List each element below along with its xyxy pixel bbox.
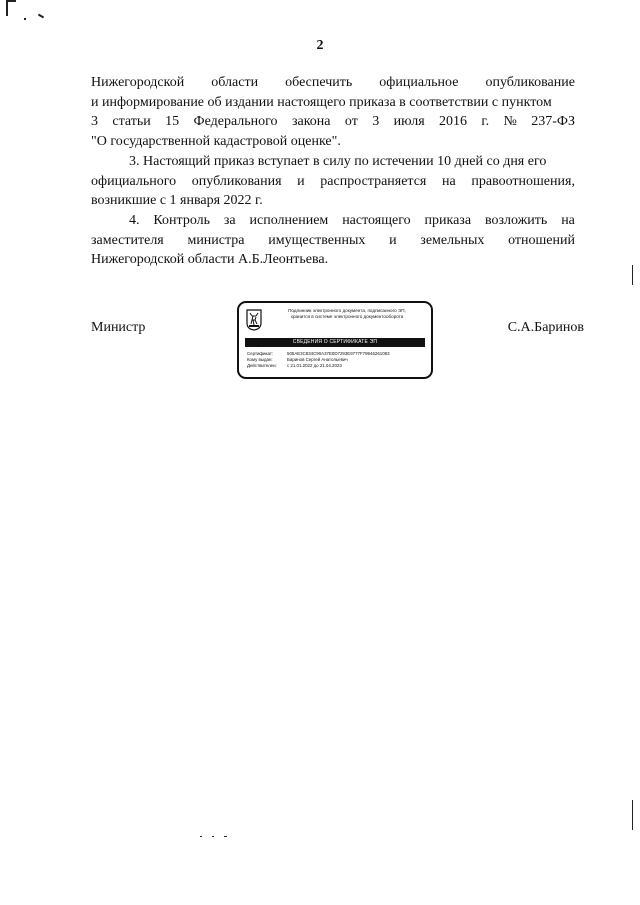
scan-speck — [200, 836, 202, 837]
word: на — [442, 173, 456, 189]
valid-row — [247, 363, 427, 369]
word: 15 — [165, 114, 180, 129]
stamp-note-line: Подлинник электронного документа, подписанного ЭП, — [288, 308, 406, 313]
word: статьи — [112, 114, 151, 129]
valid-label: Действителен: — [247, 363, 277, 368]
word: 2016 — [439, 114, 468, 129]
word: и — [297, 173, 305, 189]
word: опубликование — [485, 75, 575, 90]
scan-edge-mark — [632, 265, 633, 285]
word: возложить — [484, 213, 548, 228]
signatory-name: С.А.Баринов — [507, 320, 584, 335]
certificate-details — [247, 351, 427, 369]
word: министра — [187, 232, 245, 248]
text-line — [91, 112, 575, 132]
word: правоотношения, — [471, 173, 575, 189]
scan-speck — [24, 18, 26, 20]
scan-edge-mark — [6, 0, 8, 16]
word: приказа — [424, 213, 472, 228]
word: 4. — [129, 213, 140, 228]
text-line: Нижегородской области А.Б.Леонтьева. — [91, 252, 329, 267]
word: 237-ФЗ — [531, 114, 575, 129]
page-number: 2 — [316, 38, 324, 53]
paragraph-control — [91, 211, 575, 270]
word: настоящего — [342, 213, 411, 228]
word: обеспечить — [285, 75, 353, 90]
text-line: и информирование об издании настоящего приказа в соответствии с пунктом — [91, 94, 552, 110]
stamp-banner: СВЕДЕНИЯ О СЕРТИФИКАТЕ ЭП — [245, 338, 425, 347]
word: распространяется — [320, 173, 427, 189]
issued-to-value: Баринов Сергей Анатольевич — [287, 357, 348, 362]
word: № — [503, 114, 517, 129]
text-line — [91, 211, 575, 231]
word: от — [344, 114, 358, 129]
word: закона — [291, 114, 331, 129]
word: Федерального — [193, 114, 278, 129]
certificate-label: Сертификат: — [247, 351, 274, 356]
text-line — [91, 231, 575, 251]
word: и — [389, 232, 397, 248]
scan-speck — [224, 836, 227, 837]
paragraph-publication — [91, 73, 575, 151]
word: 3 — [91, 114, 98, 129]
signatory-position: Министр — [91, 320, 146, 335]
certificate-value: 505AE3C834C90A37E0D7293E9777F79946261083 — [287, 351, 390, 356]
word: Нижегородской — [91, 75, 185, 90]
word: имущественных — [268, 232, 366, 248]
text-line — [91, 73, 575, 93]
word: исполнением — [249, 213, 329, 228]
word: 3 — [372, 114, 380, 129]
text-line: 3. Настоящий приказ вступает в силу по истечении 10 дней со дня его — [129, 154, 547, 169]
word: за — [223, 213, 236, 228]
stamp-note — [266, 308, 428, 320]
word: отношений — [508, 232, 575, 248]
electronic-signature-stamp — [237, 301, 433, 379]
deer-emblem-icon — [246, 309, 262, 331]
text-line: "О государственной кадастровой оценке". — [91, 133, 341, 149]
word: земельных — [420, 232, 485, 248]
word: г. — [481, 114, 490, 129]
word: Контроль — [153, 213, 210, 228]
word: на — [561, 213, 575, 228]
word: заместителя — [91, 232, 164, 248]
word: официального — [91, 173, 177, 189]
scan-edge-mark — [632, 800, 633, 830]
scan-speck — [38, 14, 44, 19]
valid-value: с 21.01.2022 до 21.04.2023 — [287, 363, 342, 368]
word: области — [211, 75, 259, 90]
text-line — [91, 172, 575, 192]
text-line: возникшие с 1 января 2022 г. — [91, 193, 263, 208]
word: июля — [393, 114, 425, 129]
word: опубликования — [191, 173, 282, 189]
scan-edge-mark — [6, 0, 16, 2]
paragraph-effective-date — [91, 152, 575, 211]
issued-to-label: Кому выдан: — [247, 357, 273, 362]
word: официальное — [379, 75, 459, 90]
scan-speck — [212, 836, 214, 837]
stamp-note-line: хранится в системе электронного документооборота — [290, 314, 404, 319]
